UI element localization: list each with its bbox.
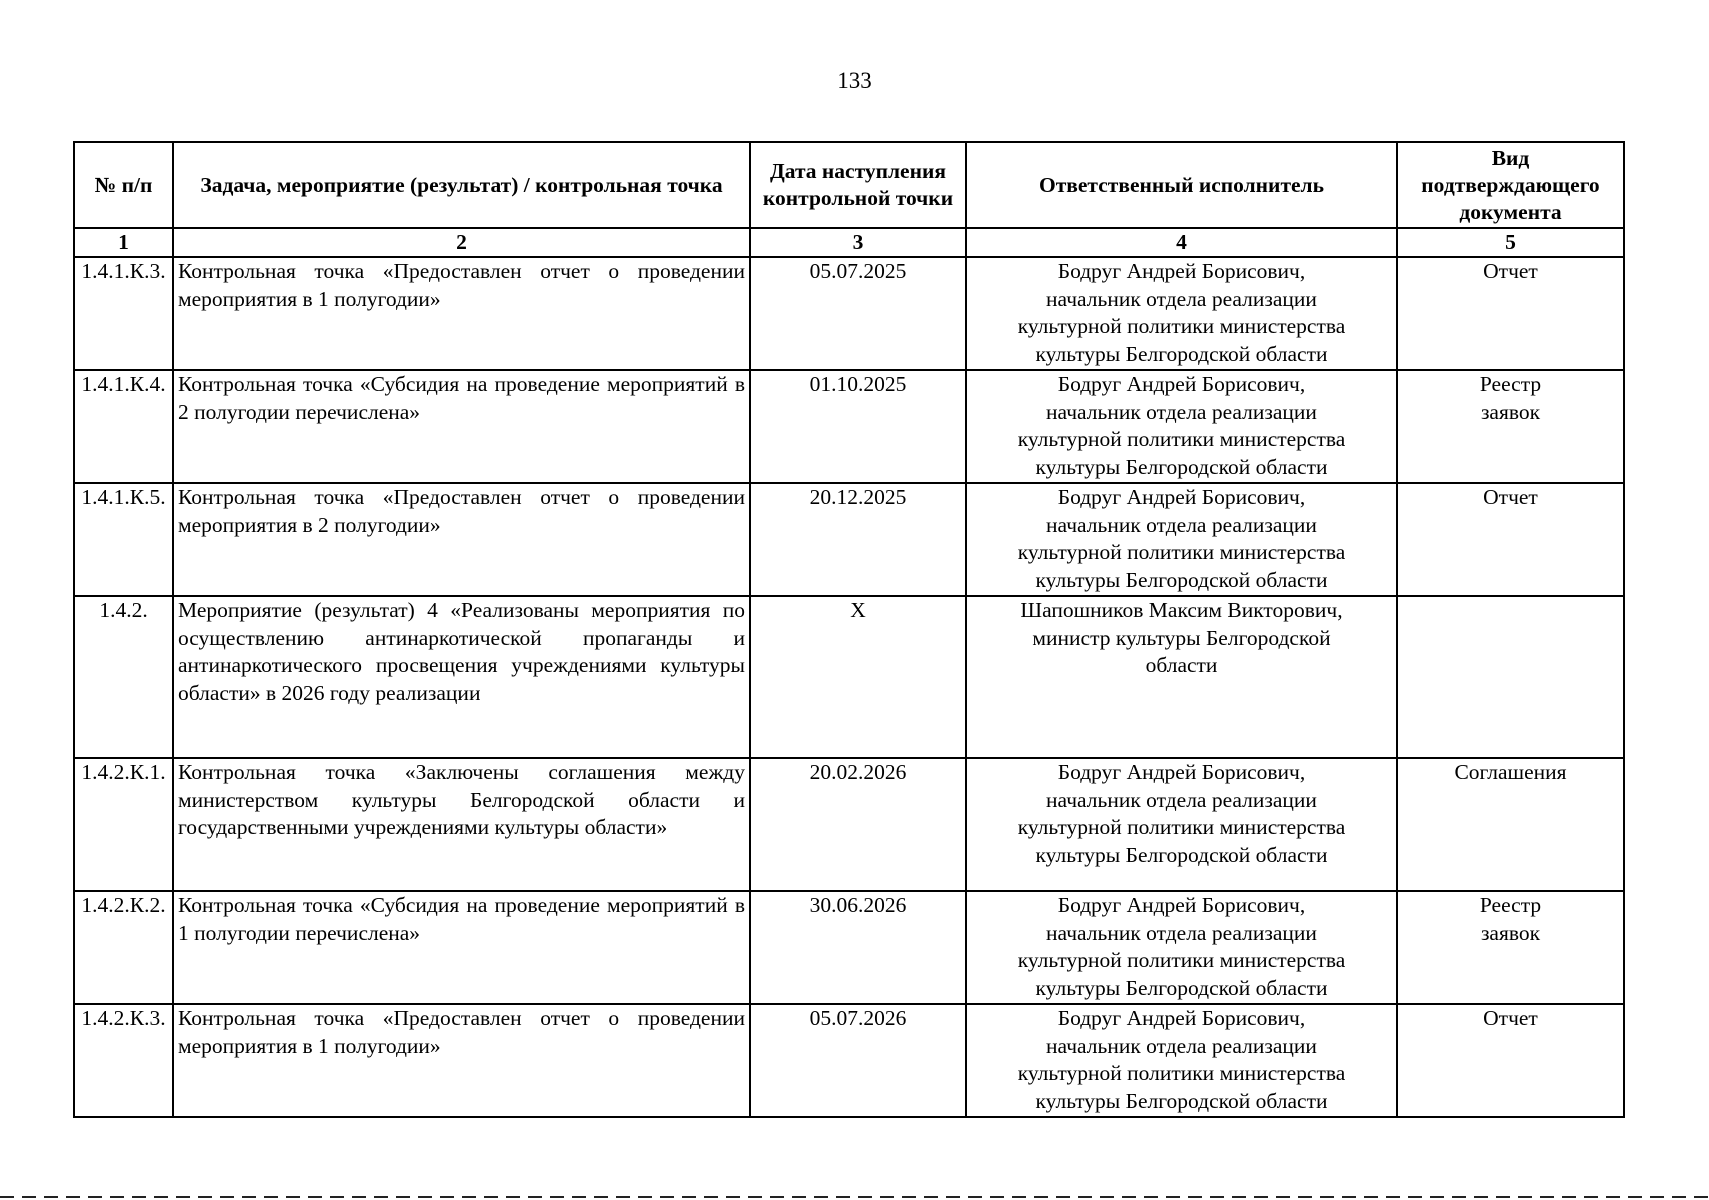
responsible-executor: [966, 483, 1397, 596]
responsible-line: культуры Белгородской области: [1035, 567, 1328, 592]
responsible-line: культуры Белгородской области: [1035, 454, 1328, 479]
responsible-line: начальник отдела реализации: [1046, 1033, 1317, 1058]
task-description: Контрольная точка «Заключены соглашения между министерством культуры Белгородской области и государственными учреждениями культуры области»: [173, 758, 750, 891]
document-line: Реестр: [1479, 893, 1542, 917]
header-date: Дата наступления контрольной точки: [750, 142, 966, 228]
responsible-line: Бодруг Андрей Борисович,: [1057, 259, 1306, 283]
row-number: 1.4.2.К.3.: [74, 1004, 173, 1117]
document-line: Отчет: [1483, 1006, 1538, 1030]
column-number-row: [74, 228, 1624, 257]
responsible-line: начальник отдела реализации: [1046, 399, 1317, 424]
document-type: [1397, 370, 1624, 483]
responsible-line: культуры Белгородской области: [1035, 341, 1328, 366]
task-description: Контрольная точка «Субсидия на проведение мероприятий в 2 полугодии перечислена»: [173, 370, 750, 483]
header-task: Задача, мероприятие (результат) / контрольная точка: [173, 142, 750, 228]
row-number: 1.4.1.К.3.: [74, 257, 173, 370]
responsible-line: культуры Белгородской области: [1035, 842, 1328, 867]
header-document: Вид подтверждающего документа: [1397, 142, 1624, 228]
task-description: Контрольная точка «Предоставлен отчет о проведении мероприятия в 1 полугодии»: [173, 1004, 750, 1117]
column-number: 5: [1397, 228, 1624, 257]
task-description: Контрольная точка «Предоставлен отчет о проведении мероприятия в 1 полугодии»: [173, 257, 750, 370]
document-type: [1397, 483, 1624, 596]
responsible-line: культурной политики министерства: [1017, 314, 1346, 338]
responsible-line: культуры Белгородской области: [1035, 975, 1328, 1000]
responsible-executor: [966, 257, 1397, 370]
responsible-line: начальник отдела реализации: [1046, 787, 1317, 812]
responsible-executor: [966, 370, 1397, 483]
responsible-executor: [966, 891, 1397, 1004]
row-number: 1.4.1.К.4.: [74, 370, 173, 483]
responsible-line: начальник отдела реализации: [1046, 512, 1317, 537]
responsible-line: культурной политики министерства: [1017, 815, 1346, 839]
table-row: [74, 758, 1624, 891]
responsible-line: министр культуры Белгородской: [1032, 625, 1331, 650]
document-type: [1397, 758, 1624, 891]
responsible-line: Шапошников Максим Викторович,: [1020, 598, 1343, 622]
document-line: Отчет: [1483, 259, 1538, 283]
column-number: 4: [966, 228, 1397, 257]
responsible-line: начальник отдела реализации: [1046, 286, 1317, 311]
control-date: Х: [750, 596, 966, 758]
responsible-line: культурной политики министерства: [1017, 427, 1346, 451]
responsible-line: Бодруг Андрей Борисович,: [1057, 485, 1306, 509]
table-body: [74, 257, 1624, 1117]
document-type: [1397, 891, 1624, 1004]
task-description: Контрольная точка «Предоставлен отчет о проведении мероприятия в 2 полугодии»: [173, 483, 750, 596]
responsible-executor: [966, 758, 1397, 891]
document-line: заявок: [1480, 399, 1541, 424]
responsible-line: Бодруг Андрей Борисович,: [1057, 372, 1306, 396]
table-row: [74, 370, 1624, 483]
table-row: [74, 1004, 1624, 1117]
row-number: 1.4.2.: [74, 596, 173, 758]
responsible-line: Бодруг Андрей Борисович,: [1057, 893, 1306, 917]
responsible-line: культуры Белгородской области: [1035, 1088, 1328, 1113]
row-number: 1.4.2.К.1.: [74, 758, 173, 891]
column-number: 3: [750, 228, 966, 257]
document-type: [1397, 257, 1624, 370]
control-date: 20.12.2025: [750, 483, 966, 596]
table-row: [74, 257, 1624, 370]
task-description: Мероприятие (результат) 4 «Реализованы мероприятия по осуществлению антинаркотической пропаганды и антинаркотического просвещения учреждениями культуры области» в 2026 году реализации: [173, 596, 750, 758]
document-line: Реестр: [1479, 372, 1542, 396]
responsible-line: культурной политики министерства: [1017, 1061, 1346, 1085]
table-header-row: [74, 142, 1624, 228]
table-row: [74, 891, 1624, 1004]
document-type: [1397, 1004, 1624, 1117]
document-line: Соглашения: [1454, 760, 1567, 784]
control-date: 05.07.2025: [750, 257, 966, 370]
table-row: [74, 483, 1624, 596]
control-date: 01.10.2025: [750, 370, 966, 483]
responsible-line: области: [1145, 653, 1218, 677]
document-line: заявок: [1480, 920, 1541, 945]
responsible-executor: [966, 1004, 1397, 1117]
responsible-executor: [966, 596, 1397, 758]
row-number: 1.4.2.К.2.: [74, 891, 173, 1004]
control-date: 05.07.2026: [750, 1004, 966, 1117]
control-points-table: [73, 141, 1625, 1118]
table-row: [74, 596, 1624, 758]
header-responsible: Ответственный исполнитель: [966, 142, 1397, 228]
responsible-line: культурной политики министерства: [1017, 948, 1346, 972]
page-bottom-rule: [0, 1196, 1709, 1198]
column-number: 1: [74, 228, 173, 257]
row-number: 1.4.1.К.5.: [74, 483, 173, 596]
control-date: 30.06.2026: [750, 891, 966, 1004]
document-line: Отчет: [1483, 485, 1538, 509]
column-number: 2: [173, 228, 750, 257]
document-type: [1397, 596, 1624, 758]
responsible-line: начальник отдела реализации: [1046, 920, 1317, 945]
page-number: 133: [837, 68, 872, 93]
responsible-line: Бодруг Андрей Борисович,: [1057, 760, 1306, 784]
responsible-line: культурной политики министерства: [1017, 540, 1346, 564]
responsible-line: Бодруг Андрей Борисович,: [1057, 1006, 1306, 1030]
header-number: № п/п: [74, 142, 173, 228]
task-description: Контрольная точка «Субсидия на проведение мероприятий в 1 полугодии перечислена»: [173, 891, 750, 1004]
control-date: 20.02.2026: [750, 758, 966, 891]
